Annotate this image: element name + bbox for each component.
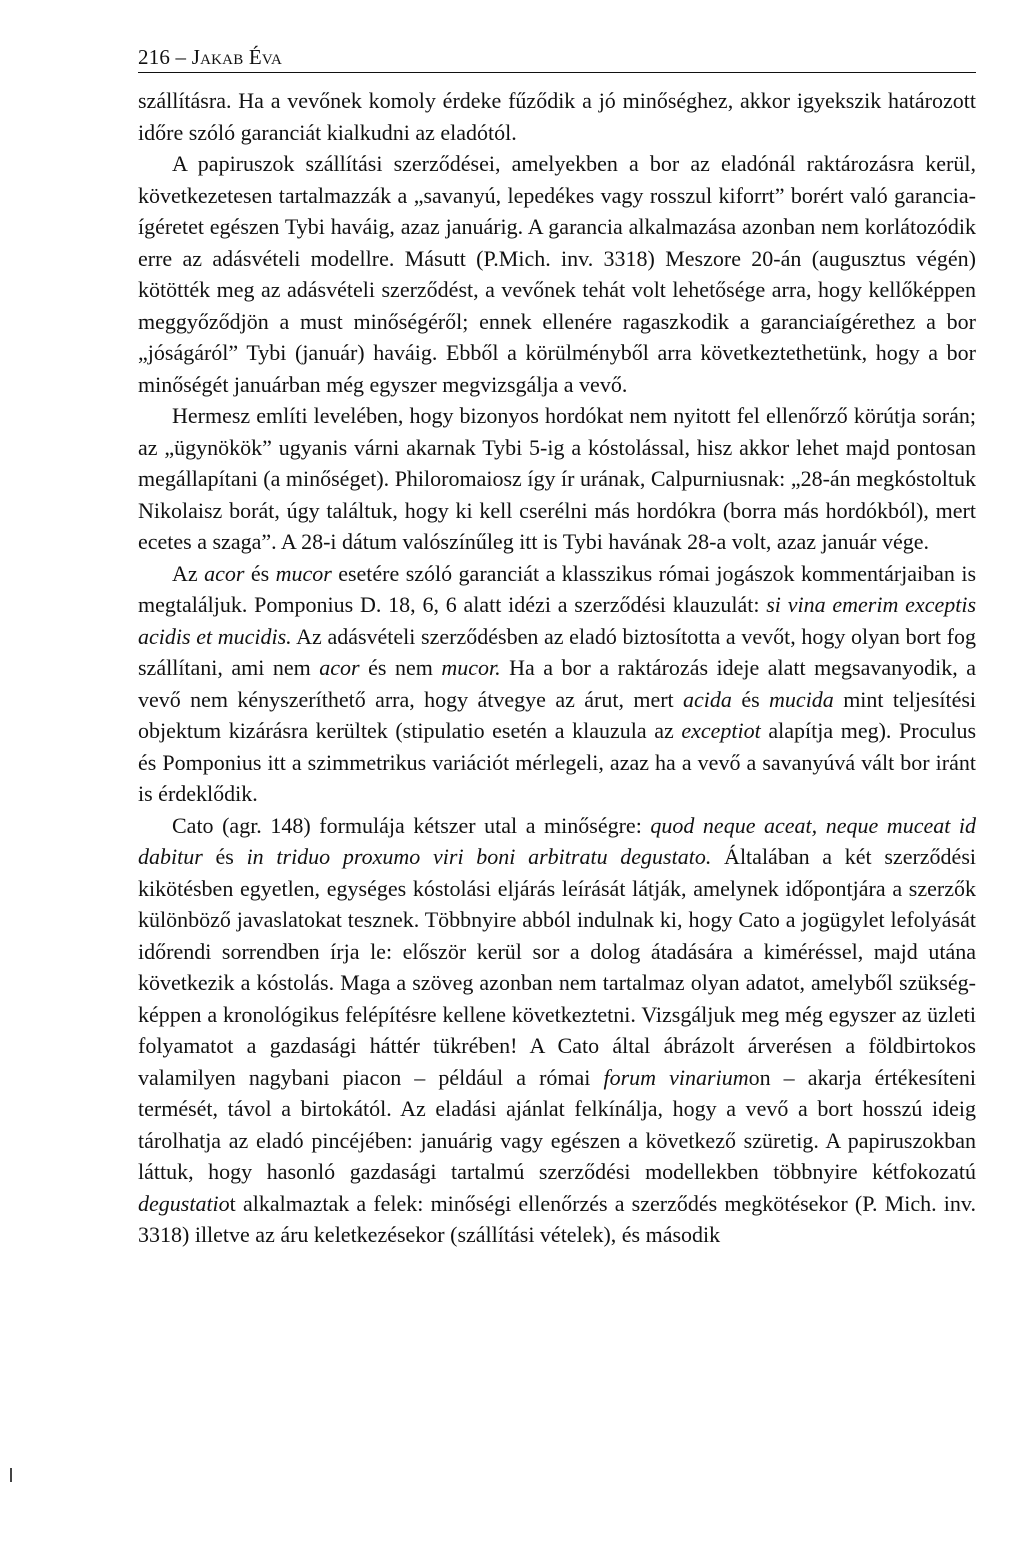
page-number: 216 (138, 45, 171, 69)
italic-text: in triduo proxumo viri boni arbitratu degustato. (246, 844, 712, 869)
text-run: és (731, 686, 770, 712)
text-run: Az (172, 560, 205, 586)
italic-text: acor (204, 560, 245, 586)
paragraph (138, 558, 976, 810)
italic-text: exceptiot (681, 718, 761, 743)
text-run: Hermesz említi levelében, hogy bizonyos hordókat nem nyitott fel ellenőrző körútja során; az „ügynökök” ugyanis várni akarnak Tybi 5-ig a kóstolással, hisz akkor lehet majd pontosan megállapítani (a minőséget). Philoromaiosz így ír urának, Calpurniusnak: „28-án megkóstoltuk Nikolaisz borát, úgy találtuk, hogy ki kell cserélni más hordókra (borra más hordókból), mert ecetes a szaga”. A 28-i dátum valószínűleg itt is Tybi havának 28-a volt, azaz január vége. (138, 403, 976, 554)
text-run: on – akarja értékesíteni termését, távol a birtokától. Az eladási ajánlat felkínálja, hogy a vevő a bort hosszú ideig tárolhatja az eladó pincéjében: januárig vagy egészen a következő szüretig. A papiruszokban láttuk, hogy hasonló gazdasági tartalmú szerződési modellekben többnyire kétfokozatú (138, 1064, 976, 1184)
italic-text: quod neque aceat, neque muceat id dabitur (138, 812, 977, 869)
text-run: és (244, 560, 276, 586)
italic-text: forum vinarium (603, 1064, 749, 1090)
running-head (138, 44, 976, 73)
paragraph (138, 148, 976, 400)
body-text (138, 85, 976, 1251)
text-run: szállításra. Ha a vevőnek komoly érdeke fűződik a jó minőséghez, akkor igyekszik határozott időre szóló garanciát kialkudni az eladótól. (138, 88, 976, 145)
italic-text: degustatio (138, 1190, 230, 1216)
italic-text: mucor (275, 560, 332, 586)
italic-text: acida (683, 686, 732, 712)
text-run: és nem (359, 655, 442, 680)
italic-text: si vina emerim exceptis acidis et mucidis. (138, 592, 977, 649)
italic-text: mucida (769, 686, 834, 712)
paragraph (138, 85, 976, 148)
margin-mark (10, 1468, 12, 1482)
italic-text: acor (319, 655, 360, 680)
italic-text: mucor. (441, 655, 501, 680)
text-run: alapítja meg). Proculus és Pomponius itt a szimmetrikus variációt mérlegeli, azaz ha a vevő a savanyúvá vált bor iránt is érdeklődik. (138, 718, 977, 806)
text-run: mint teljesítési objektum kizárásra kerültek (stipulatio esetén a klauzula az (138, 686, 977, 743)
text-run: Ha a bor a raktározás ideje alatt megsavanyodik, a vevő nem kényszeríthető arra, hogy átvegye az árut, mert (138, 655, 977, 712)
text-run: Az adásvételi szerződésben az eladó biztosította a vevőt, hogy olyan bort fog szállítani, ami nem (138, 623, 976, 680)
text-run: Általában a két szerződési kikötésben egyetlen, egységes kóstolási eljárás leírását látják, amelynek időpontjára a szerzők különböző javaslatokat tesznek. Többnyire abból indulnak ki, hogy Cato a jogügylet lefolyását időrendi sorrendben írja le: először kerül sor a dolog átadására a kiméréssel, majd utána következik a kóstolás. Maga a szöveg azonban nem tartalmaz olyan adatot, amelyből szükségképpen a kronológikus felépítésre kellene következtetni. Vizsgáljuk meg még egyszer az üzleti folyamatot a gazdasági háttér tükrében! A Cato által ábrázolt árverésen a földbirtokos valamilyen nagybani piacon – például a római (138, 844, 976, 1090)
paragraph (138, 400, 976, 558)
text-run: t alkalmaztak a felek: minőségi ellenőrzés a szerződés megkötésekor (P. Mich. inv. 3318) illetve az áru keletkezésekor (szállítási vételek), és második (138, 1190, 976, 1247)
text-run: A papiruszok szállítási szerződései, amelyekben a bor az eladónál raktározásra kerül, következetesen tartalmazzák a „savanyú, lepedékes vagy rosszul kiforrt” borért való garancia-ígéretet egészen Tybi haváig, azaz januárig. A garancia alkalmazása azonban nem korlátozódik erre az adásvételi modellre. Másutt (P.Mich. inv. 3318) Meszore 20-án (augusztus végén) kötötték meg az adásvételi szerződést, a vevőnek tehát volt lehetősége arra, hogy kellőképpen meggyőződjön a must minőségéről; ennek ellenére ragaszkodik a garanciaígérethez a bor „jóságáról” Tybi (január) haváig. Ebből a körülményből arra következtethetünk, hogy a bor minőségét januárban még egyszer megvizsgálja a vevő. (138, 151, 976, 397)
header-author: Jakab Éva (191, 45, 283, 69)
text-run: esetére szóló garanciát a klasszikus római jogászok kommentárjaiban is megtaláljuk. Pomponius D. 18, 6, 6 alatt idézi a szerződési klauzulát: (138, 560, 977, 617)
text-run: Cato (agr. 148) formulája kétszer utal a minőségre: (172, 812, 651, 838)
text-run: és (202, 844, 247, 869)
header-separator: – (170, 45, 192, 69)
paragraph (138, 810, 976, 1251)
book-page (138, 44, 976, 1251)
